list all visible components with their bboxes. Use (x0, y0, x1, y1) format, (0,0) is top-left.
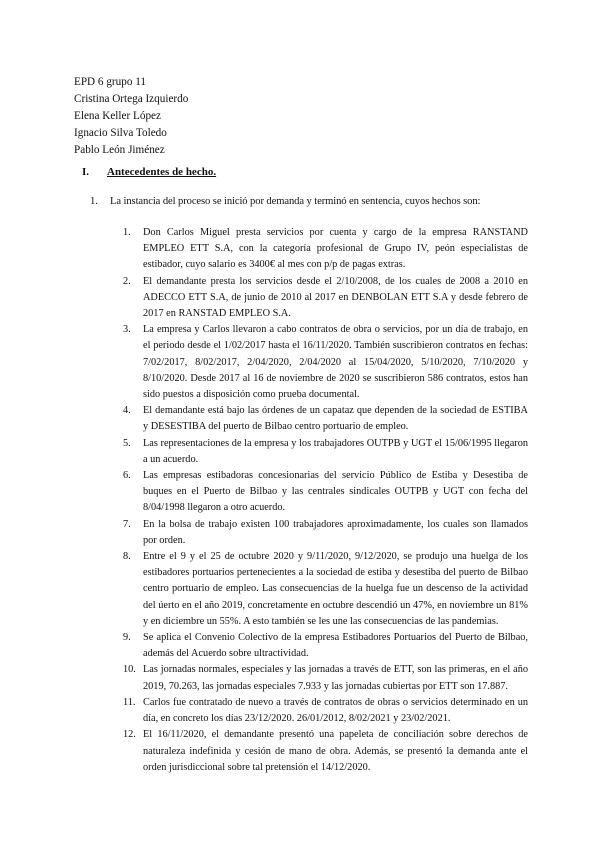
item-text: Entre el 9 y el 25 de octubre 2020 y 9/11/2020, 9/12/2020, se produjo una huelga de los estibadores portuarios pertenecientes a la sociedad de estiba y desestiba del puerto de Bilbao centro portuario de empleo. Las consecuencias de la huelga fue un descenso de la actividad del úerto en el año 2019, concretamente en octubre descendió un 47%, en noviembre un 81% y en diciembre un 55%. A esto también se les une las consecuencias de las pandemias. (143, 551, 528, 627)
list-item (123, 468, 528, 517)
list-item (123, 630, 528, 662)
item-number: 3. (123, 324, 131, 336)
item-text: Se aplica el Convenio Colectivo de la empresa Estibadores Portuarios del Puerto de Bilbao, además del Acuerdo sobre ultractividad. (143, 632, 528, 660)
group-label: EPD 6 grupo 11 (74, 76, 146, 88)
item-number: 5. (123, 437, 131, 449)
item-number: 10. (123, 664, 136, 676)
item-number: 12. (123, 729, 136, 741)
item-text: Las representaciones de la empresa y los trabajadores OUTPB y UGT el 15/06/1995 llegaron a un acuerdo. (143, 437, 528, 465)
list-item (123, 517, 528, 549)
item-text: Don Carlos Miguel presta servicios por cuenta y cargo de la empresa RANSTAND EMPLEO ETT S.A, con la categoría profesional de Grupo IV, peón especialistas de estibador, cuyo salario es 3400€ al mes con p/p de pagas extras. (143, 227, 528, 271)
item-number: 9. (123, 632, 131, 644)
author-name: Pablo León Jiménez (74, 144, 165, 156)
item-text: La empresa y Carlos llevaron a cabo contratos de obra o servicios, por un día de trabajo, en el periodo desde el 1/02/2017 hasta el 16/11/2020. También suscribieron contratos en fechas: 7/02/2017, 8/02/2017, 2/04/2020, 2/04/2020 al 15/04/2020, 5/10/2020, 7/10/2020 y 8/10/2020. Desde 2017 al 16 de noviembre de 2020 se suscribieron 586 contratos, estos han sido puestos a disposición como prueba documental. (143, 324, 528, 401)
author-name: Cristina Ortega Izquierdo (74, 93, 189, 105)
facts-list (123, 225, 528, 776)
item-number: 8. (123, 551, 131, 563)
item-number: 4. (123, 405, 131, 417)
list-item (123, 436, 528, 468)
author-block (74, 74, 188, 159)
author-name: Ignacio Silva Toledo (74, 127, 167, 139)
list-item (123, 695, 528, 727)
item-number: 1. (123, 227, 131, 238)
list-item (123, 662, 528, 694)
section-heading (82, 166, 216, 178)
item-text: Las empresas estibadoras concesionarias del servicio Público de Estiba y Desestiba de buques en el Puerto de Bilbao y las centrales sindicales OUTPB y UGT con fecha del 8/04/1998 llegaron a otro acuerdo. (143, 470, 528, 514)
intro-text: La instancia del proceso se inició por demanda y terminó en sentencia, cuyos hechos son: (110, 196, 481, 207)
list-item (123, 274, 528, 323)
author-name: Elena Keller López (74, 110, 161, 122)
item-text: El demandante presta los servicios desde el 2/10/2008, de los cuales de 2008 a 2010 en ADECCO ETT S.A, de junio de 2010 al 2017 en DENBOLAN ETT S.A y desde febrero de 2017 en RANSTAD EMPLEO S.A. (143, 275, 528, 320)
item-number: 2. (123, 275, 131, 287)
section-title: Antecedentes de hecho. (107, 166, 217, 178)
list-item (123, 322, 528, 403)
section-number: I. (82, 166, 90, 178)
list-item (123, 403, 528, 435)
intro-paragraph (90, 196, 480, 207)
item-text: Carlos fue contratado de nuevo a través de contratos de obras o servicios determinado en un día, en concreto los días 23/12/2020. 26/01/2012, 8/02/2021 y 23/02/2021. (143, 696, 528, 725)
item-text: Las jornadas normales, especiales y las jornadas a través de ETT, son las primeras, en el año 2019, 70.263, las jornadas especiales 7.933 y las jornadas cubiertas por ETT son 17.887. (143, 664, 528, 692)
intro-number: 1. (90, 196, 98, 207)
list-item (123, 549, 528, 630)
list-item (123, 727, 528, 776)
item-number: 6. (123, 470, 131, 482)
item-text: El 16/11/2020, el demandante presentó una papeleta de conciliación sobre derechos de naturaleza indefinida y cesión de mano de obra. Además, se presentó la demanda ante el orden jurisdiccional sobre tal pretensión el 14/12/2020. (143, 729, 528, 773)
item-number: 11. (123, 696, 136, 708)
item-text: En la bolsa de trabajo existen 100 trabajadores aproximadamente, los cuales son llamados por orden. (143, 518, 528, 546)
list-item (123, 225, 528, 274)
item-text: El demandante está bajo las órdenes de un capataz que dependen de la sociedad de ESTIBA y DESESTIBA del puerto de Bilbao centro portuario de empleo. (143, 405, 528, 433)
item-number: 7. (123, 518, 131, 530)
